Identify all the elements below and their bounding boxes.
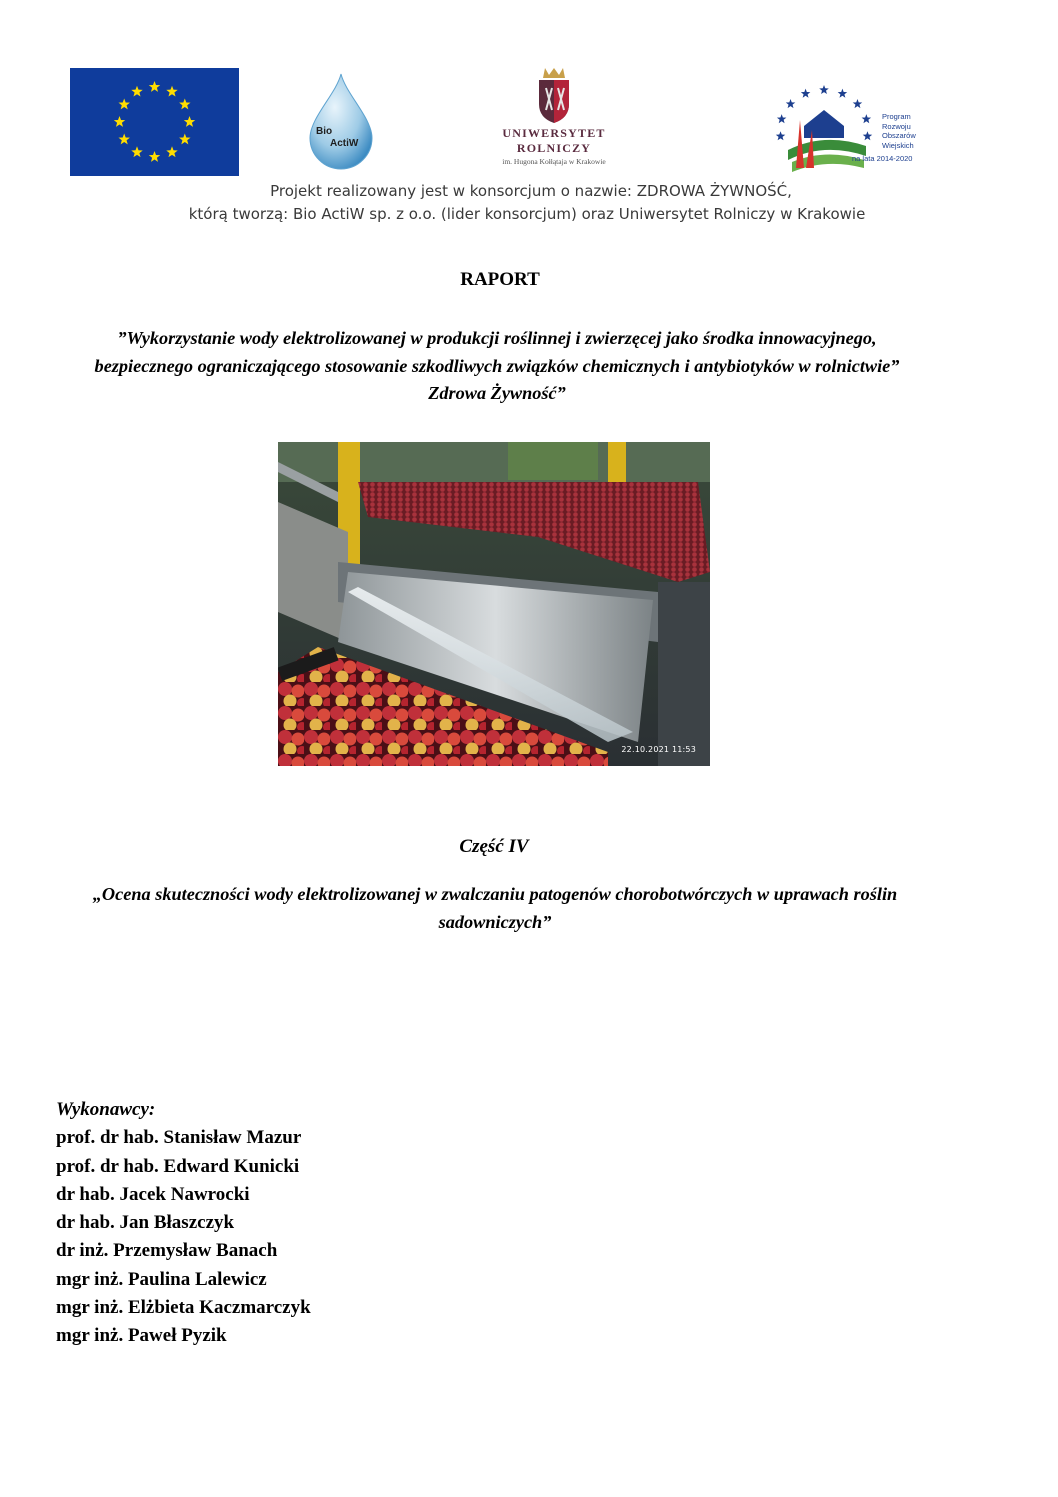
contractors-section [56,1096,311,1351]
contractors-label: Wykonawcy: [56,1099,156,1120]
consortium-line-1: Projekt realizowany jest w konsorcjum o nazwie: ZDROWA ŻYWNOŚĆ, [270,182,792,200]
part-label: Część IV [459,836,529,857]
prow-star-icon [862,114,872,123]
prow-star-icon [853,99,863,108]
prow-star-icon [863,131,873,140]
eu-flag-icon [70,68,239,176]
prow-line: Rozwoju [882,121,911,131]
logo-bar [0,66,1058,182]
list-item: dr hab. Jan Błaszczyk [56,1212,235,1234]
university-logo [466,66,642,176]
report-heading: RAPORT [460,269,540,290]
bio-logo-text-1: Bio [316,126,333,137]
list-item: mgr inż. Paulina Lalewicz [56,1268,267,1290]
list-item: mgr inż. Paweł Pyzik [56,1325,227,1347]
contractors-list [56,1124,311,1350]
prow-line: Obszarów [882,131,916,141]
list-item: dr inż. Przemysław Banach [56,1240,278,1262]
prow-years: na lata 2014-2020 [852,154,913,163]
photo-timestamp: 22.10.2021 11:53 [621,745,696,754]
prow-star-icon [776,131,786,140]
prow-star-icon [801,89,811,98]
prow-logo-icon [766,80,928,180]
university-name: UNIWERSYTET ROLNICZY [502,126,606,155]
consortium-line-2: którą tworzą: Bio ActiW sp. z o.o. (lider konsorcjum) oraz Uniwersytet Rolniczy w Krakowie [188,205,866,223]
part-title: „Ocena skuteczności wody elektrolizowanej w zwalczaniu patogenów chorobotwórczych w uprawach roślin sadowniczych” [92,884,898,932]
list-item: mgr inż. Elżbieta Kaczmarczyk [56,1297,311,1319]
prow-star-icon [838,89,848,98]
prow-text [882,112,916,150]
university-subtitle: im. Hugona Kołłątaja w Krakowie [502,157,606,166]
report-title: ”Wykorzystanie wody elektrolizowanej w produkcji roślinnej i zwierzęcej jako środka innowacyjnego, bezpiecznego ograniczającego stosowanie szkodliwych związków chemicznych i antybiotyków w rolnictwie” Zdrowa Żywność” [94,328,900,403]
apple-washing-photo [278,442,710,766]
prow-star-icon [777,114,787,123]
bio-actiw-logo-icon [306,72,376,170]
list-item: dr hab. Jacek Nawrocki [56,1183,250,1205]
list-item: prof. dr hab. Edward Kunicki [56,1155,300,1177]
prow-line: Program [882,112,911,121]
bio-logo-text-2: ActiW [330,138,359,149]
prow-star-icon [786,99,796,108]
prow-star-icon [819,85,829,94]
university-crest-icon [533,66,575,124]
prow-line: Wiejskich [882,140,914,150]
list-item: prof. dr hab. Stanisław Mazur [56,1127,302,1149]
consortium-info [0,180,1058,226]
